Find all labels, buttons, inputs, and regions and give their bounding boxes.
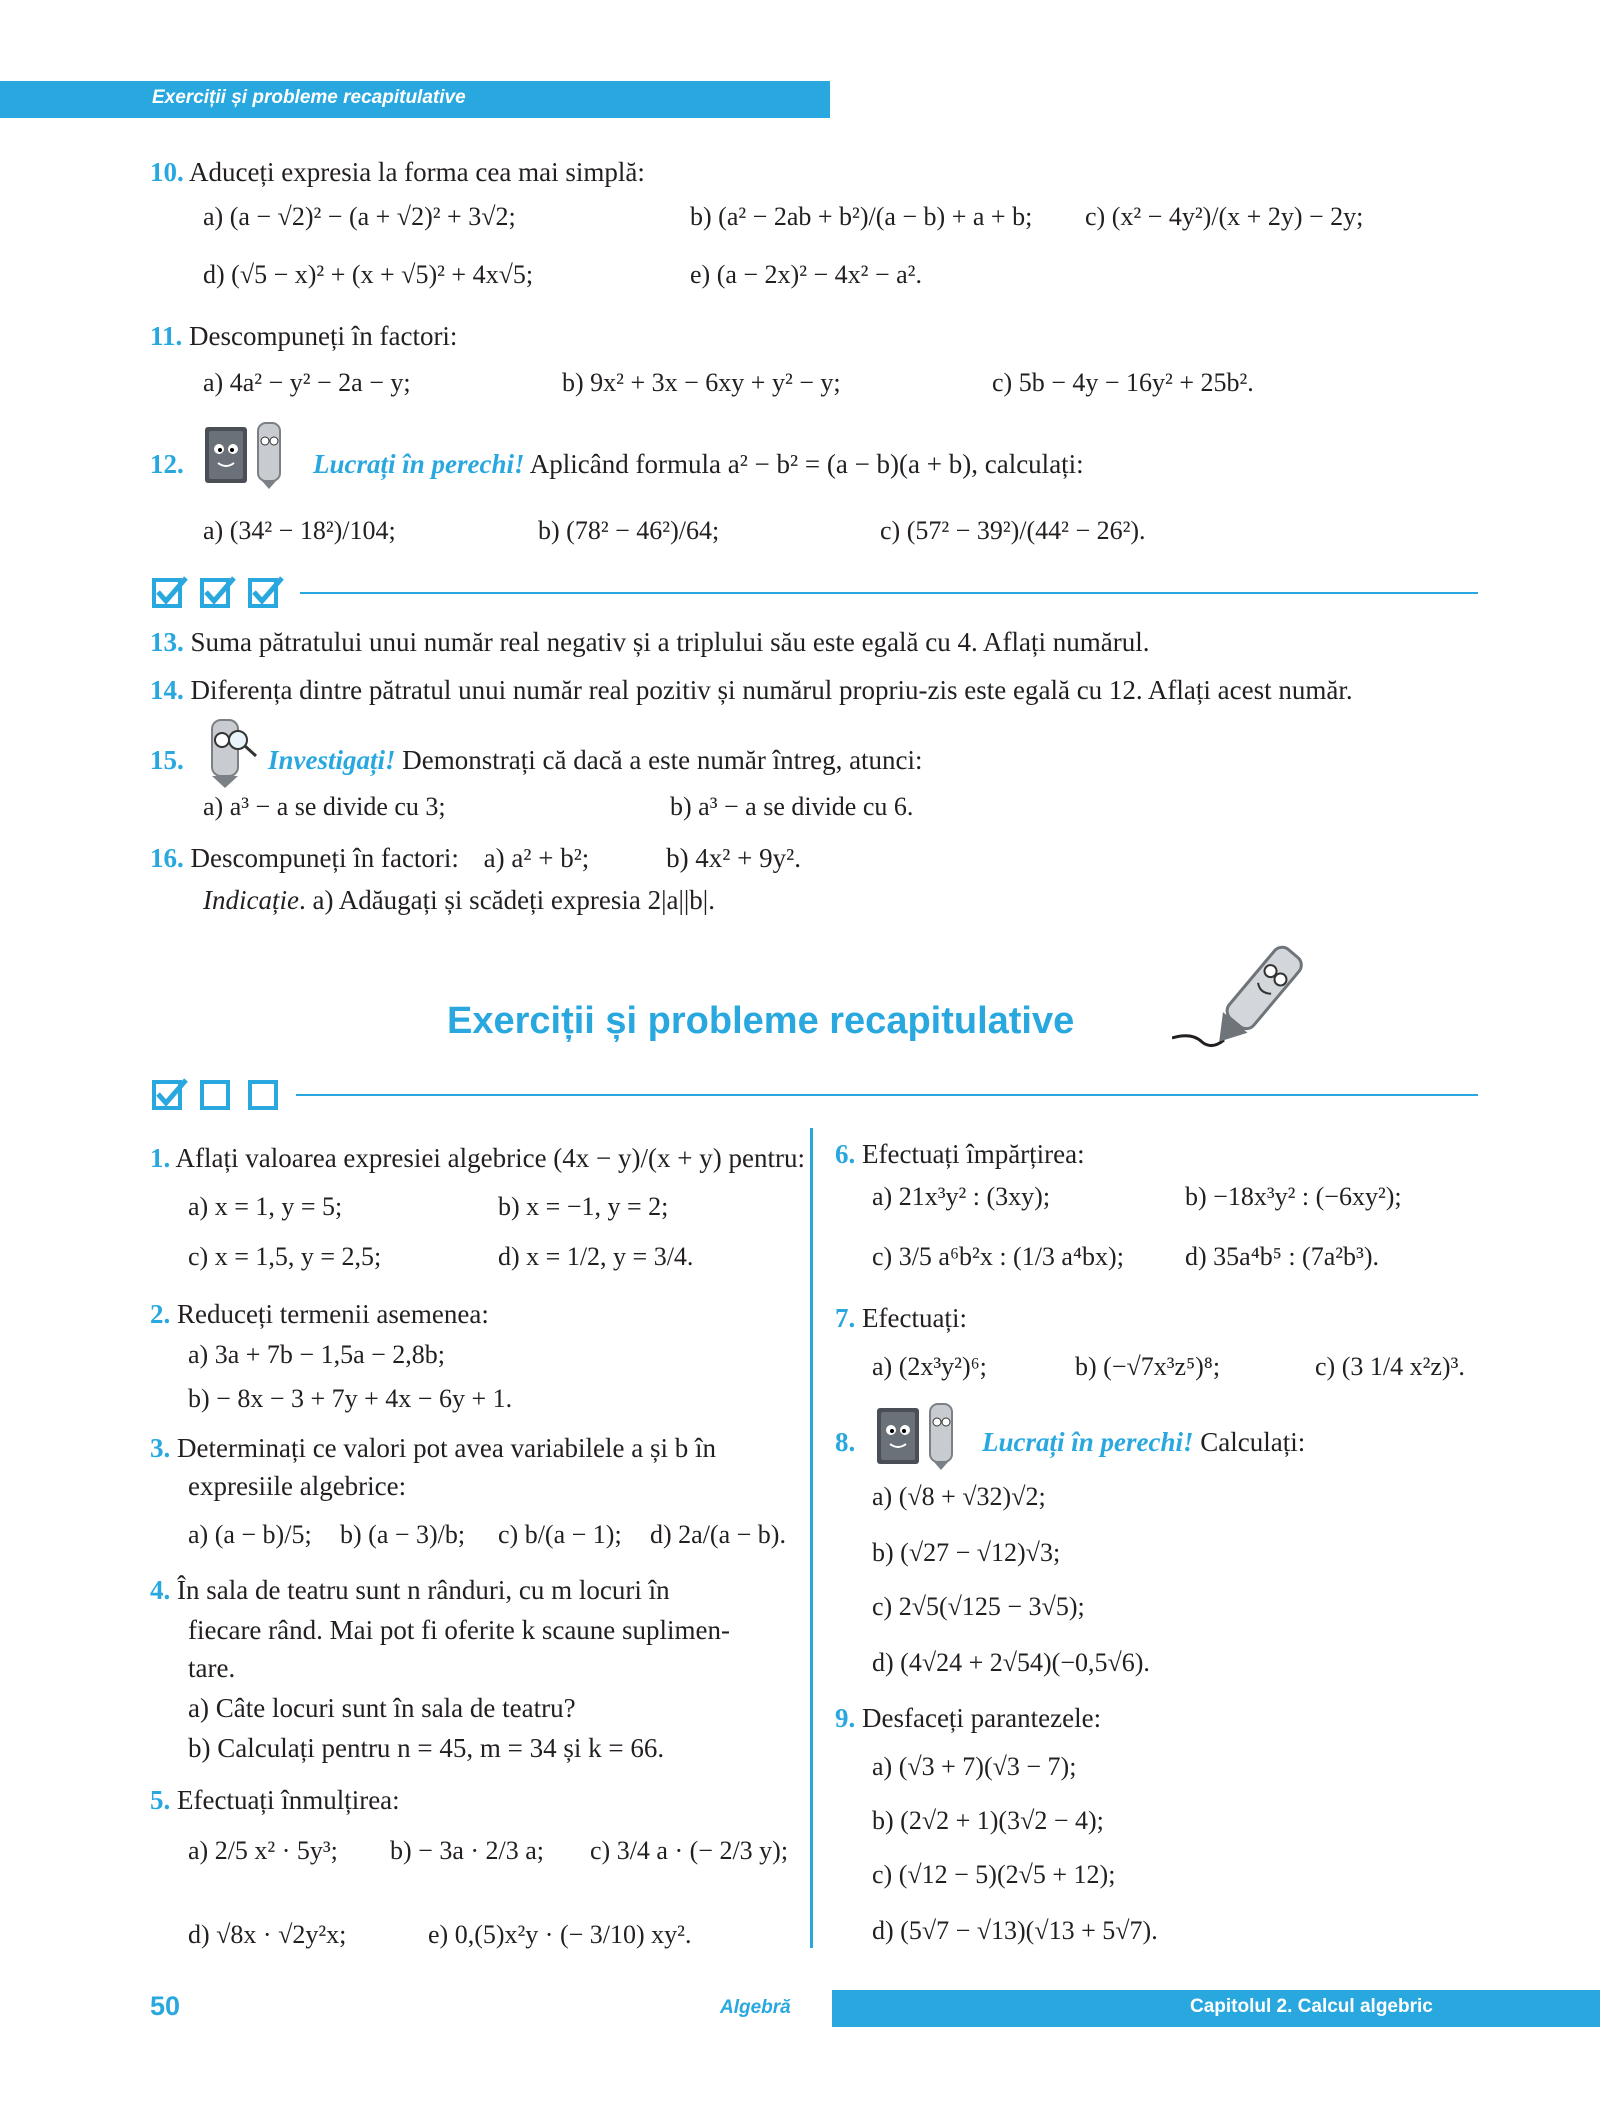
p10-d: d) (√5 − x)² + (x + √5)² + 4x√5; xyxy=(203,260,534,289)
problem-10 xyxy=(150,154,645,190)
q5-e: e) 0,(5)x²y · (− 3/10) xy². xyxy=(428,1920,692,1949)
question-3 xyxy=(150,1430,716,1466)
q5-d: d) √8x · √2y²x; xyxy=(188,1920,347,1949)
p10-a: a) (a − √2)² − (a + √2)² + 3√2; xyxy=(203,202,516,231)
question-number: 1. xyxy=(150,1143,171,1173)
q3-c: c) b/(a − 1); xyxy=(498,1520,622,1549)
p15-a: a) a³ − a se divide cu 3; xyxy=(203,792,446,821)
p10-e: e) (a − 2x)² − 4x² − a². xyxy=(690,260,922,289)
problem-16 xyxy=(150,840,801,876)
q3-d: d) 2a/(a − b). xyxy=(650,1520,786,1549)
q4-line3: tare. xyxy=(188,1653,236,1683)
question-text: Determinați ce valori pot avea variabilele a și b în xyxy=(177,1433,717,1463)
problem-text: Aduceți expresia la forma cea mai simplă: xyxy=(189,157,645,187)
problem-12-num xyxy=(150,446,184,482)
q6-b: b) −18x³y² : (−6xy²); xyxy=(1185,1182,1402,1211)
question-text: Efectuați înmulțirea: xyxy=(177,1785,400,1815)
question-7 xyxy=(835,1300,967,1336)
question-number: 3. xyxy=(150,1433,171,1463)
p10-c: c) (x² − 4y²)/(x + 2y) − 2y; xyxy=(1085,202,1364,231)
question-4 xyxy=(150,1572,670,1608)
question-number: 7. xyxy=(835,1303,856,1333)
question-text: În sala de teatru sunt n rânduri, cu m locuri în xyxy=(177,1575,670,1605)
q1-c: c) x = 1,5, y = 2,5; xyxy=(188,1242,382,1271)
p15-b: b) a³ − a se divide cu 6. xyxy=(670,792,914,821)
p16-a: a) a² + b²; xyxy=(483,843,590,873)
question-6 xyxy=(835,1136,1085,1172)
question-text: Desfaceți parantezele: xyxy=(862,1703,1102,1733)
problem-number: 11. xyxy=(150,321,183,351)
question-text: Efectuați împărțirea: xyxy=(862,1139,1085,1169)
footer-chapter: Capitolul 2. Calcul algebric xyxy=(1190,1996,1433,2017)
p12-instruction xyxy=(313,446,1084,482)
problem-text: Demonstrați că dacă a este număr întreg, atunci: xyxy=(402,745,923,775)
header-bar xyxy=(0,81,830,118)
problem-text: Descompuneți în factori: xyxy=(190,843,459,873)
problem-11 xyxy=(150,318,457,354)
question-text: Calculați: xyxy=(1200,1427,1306,1457)
hint-label: Investigați! xyxy=(268,745,396,775)
q1-b: b) x = −1, y = 2; xyxy=(498,1192,669,1221)
question-2 xyxy=(150,1296,489,1332)
q1-d: d) x = 1/2, y = 3/4. xyxy=(498,1242,694,1271)
p11-a: a) 4a² − y² − 2a − y; xyxy=(203,368,411,397)
question-number: 8. xyxy=(835,1427,856,1457)
q8-a: a) (√8 + √32)√2; xyxy=(872,1482,1046,1511)
question-number: 9. xyxy=(835,1703,856,1733)
q4-line2: fiecare rând. Mai pot fi oferite k scaune suplimen- xyxy=(188,1615,731,1645)
divider xyxy=(296,1094,1478,1096)
problem-13 xyxy=(150,624,1150,660)
footer-subject: Algebră xyxy=(720,1997,791,2018)
problem-15-num xyxy=(150,742,184,778)
q3-a: a) (a − b)/5; xyxy=(188,1520,312,1549)
section-title: Exerciții și probleme recapitulative xyxy=(447,1000,1075,1042)
question-number: 5. xyxy=(150,1785,171,1815)
p12-c: c) (57² − 39²)/(44² − 26²). xyxy=(880,516,1146,545)
problem-number: 14. xyxy=(150,675,184,705)
q8-instruction xyxy=(982,1424,1305,1460)
checkbox-empty-icon xyxy=(152,1076,292,1110)
q4-a: a) Câte locuri sunt în sala de teatru? xyxy=(188,1693,576,1723)
book-pencil-mascot-icon xyxy=(200,415,295,490)
question-number: 6. xyxy=(835,1139,856,1169)
page-number: 50 xyxy=(150,1991,181,2021)
question-number: 2. xyxy=(150,1299,171,1329)
question-5 xyxy=(150,1782,400,1818)
problem-number: 10. xyxy=(150,157,184,187)
q8-c: c) 2√5(√125 − 3√5); xyxy=(872,1592,1085,1621)
q2-a: a) 3a + 7b − 1,5a − 2,8b; xyxy=(188,1340,445,1369)
pencil-mascot-icon xyxy=(1172,940,1312,1060)
q7-a: a) (2x³y²)⁶; xyxy=(872,1352,987,1381)
problem-number: 13. xyxy=(150,627,184,657)
indicatie-label: Indicație xyxy=(203,885,299,915)
p12-b: b) (78² − 46²)/64; xyxy=(538,516,720,545)
q7-c: c) (3 1/4 x²z)³. xyxy=(1315,1352,1465,1381)
q3-text2: expresiile algebrice: xyxy=(188,1471,407,1501)
q4-b: b) Calculați pentru n = 45, m = 34 și k = 66. xyxy=(188,1733,665,1763)
q2-b: b) − 8x − 3 + 7y + 4x − 6y + 1. xyxy=(188,1384,513,1413)
indicatie-text: . a) Adăugați și scădeți expresia 2|a||b|. xyxy=(298,885,715,915)
question-8-num xyxy=(835,1424,855,1460)
q5-b: b) − 3a · 2/3 a; xyxy=(390,1836,545,1865)
q6-c: c) 3/5 a⁶b²x : (1/3 a⁴bx); xyxy=(872,1242,1124,1271)
p12-a: a) (34² − 18²)/104; xyxy=(203,516,396,545)
problem-number: 16. xyxy=(150,843,184,873)
q8-b: b) (√27 − √12)√3; xyxy=(872,1538,1061,1567)
footer-bar xyxy=(832,1990,1600,2027)
q8-d: d) (4√24 + 2√54)(−0,5√6). xyxy=(872,1648,1150,1677)
q9-c: c) (√12 − 5)(2√5 + 12); xyxy=(872,1860,1116,1889)
column-divider xyxy=(810,1128,813,1948)
q9-a: a) (√3 + 7)(√3 − 7); xyxy=(872,1752,1077,1781)
question-number: 4. xyxy=(150,1575,171,1605)
header-title: Exerciții și probleme recapitulative xyxy=(152,87,466,108)
q5-c: c) 3/4 a · (− 2/3 y); xyxy=(590,1836,789,1865)
hint-label: Lucrați în perechi! xyxy=(313,449,525,479)
q1-a: a) x = 1, y = 5; xyxy=(188,1192,343,1221)
q3-b: b) (a − 3)/b; xyxy=(340,1520,466,1549)
problem-text: Aplicând formula a² − b² = (a − b)(a + b), calculați: xyxy=(529,449,1084,479)
question-text: Aflați valoarea expresiei algebrice (4x − y)/(x + y) pentru: xyxy=(175,1143,805,1173)
q9-b: b) (2√2 + 1)(3√2 − 4); xyxy=(872,1806,1104,1835)
q7-b: b) (−√7x³z⁵)⁸; xyxy=(1075,1352,1221,1381)
problem-text: Diferența dintre pătratul unui număr real pozitiv și numărul propriu-zis este egală cu 12. Aflați acest număr. xyxy=(190,675,1353,705)
p16-indicatie xyxy=(203,882,715,918)
q6-a: a) 21x³y² : (3xy); xyxy=(872,1182,1051,1211)
p15-instruction xyxy=(268,742,923,778)
magnifier-mascot-icon xyxy=(200,712,262,788)
q5-a: a) 2/5 x² · 5y³; xyxy=(188,1836,338,1865)
p16-b: b) 4x² + 9y². xyxy=(666,843,801,873)
p10-b: b) (a² − 2ab + b²)/(a − b) + a + b; xyxy=(690,202,1033,231)
q6-d: d) 35a⁴b⁵ : (7a²b³). xyxy=(1185,1242,1379,1271)
question-9 xyxy=(835,1700,1101,1736)
p11-b: b) 9x² + 3x − 6xy + y² − y; xyxy=(562,368,841,397)
divider xyxy=(300,592,1478,594)
problem-text: Descompuneți în factori: xyxy=(189,321,458,351)
q9-d: d) (5√7 − √13)(√13 + 5√7). xyxy=(872,1916,1158,1945)
hint-label: Lucrați în perechi! xyxy=(982,1427,1194,1457)
checkbox-checked-icon xyxy=(152,576,297,608)
p11-c: c) 5b − 4y − 16y² + 25b². xyxy=(992,368,1254,397)
question-text: Reduceți termenii asemenea: xyxy=(177,1299,489,1329)
problem-14 xyxy=(150,672,1353,708)
book-pencil-mascot-icon xyxy=(872,1396,967,1471)
question-text: Efectuați: xyxy=(862,1303,967,1333)
problem-number: 12. xyxy=(150,449,184,479)
question-1 xyxy=(150,1140,805,1176)
problem-text: Suma pătratului unui număr real negativ și a triplului său este egală cu 4. Aflați numărul. xyxy=(190,627,1150,657)
problem-number: 15. xyxy=(150,745,184,775)
